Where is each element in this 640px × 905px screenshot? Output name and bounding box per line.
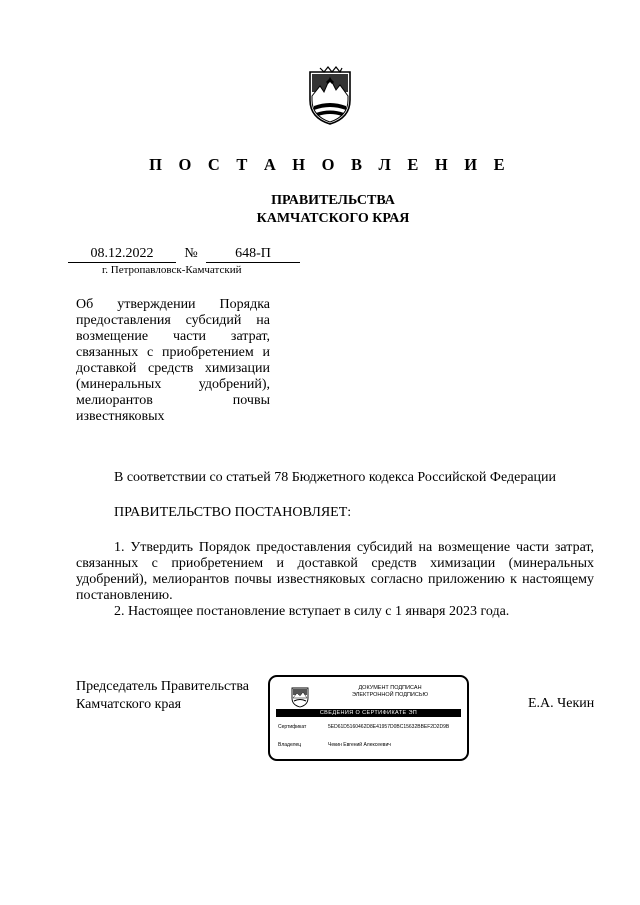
number-sign: № (184, 246, 198, 261)
decree-statement: ПРАВИТЕЛЬСТВО ПОСТАНОВЛЯЕТ: (114, 505, 352, 520)
signer-name: Е.А. Чекин (528, 696, 595, 711)
document-type-heading: П О С Т А Н О В Л Е Н И Е (149, 155, 511, 174)
stamp-coat-of-arms-icon (290, 686, 310, 708)
signer-position-line-2: Камчатского края (76, 697, 182, 712)
subject-line: мелиорантов почвы (76, 393, 270, 408)
stamp-certificate-bar: СВЕДЕНИЯ О СЕРТИФИКАТЕ ЭП (276, 709, 461, 717)
decree-item: 2. Настоящее постановление вступает в силу с 1 января 2023 года. (114, 604, 510, 619)
subject-line: связанных с приобретением и (76, 345, 270, 360)
document-number: 648-П (206, 246, 300, 263)
document-date: 08.12.2022 (68, 246, 176, 263)
certificate-value: 5ED61D5160462D8E41957D0BC15632BBEF2D2D9B (328, 724, 450, 730)
decree-items (76, 540, 594, 620)
stamp-title (325, 685, 455, 699)
owner-label: Владелец (278, 742, 302, 748)
legal-basis: В соответствии со статьей 78 Бюджетного кодекса Российской Федерации (114, 470, 557, 485)
registration-line (68, 246, 300, 263)
coat-of-arms-icon (306, 66, 354, 126)
signer-position (76, 678, 249, 714)
decree-item: 1. Утвердить Порядок предоставления субсидий на возмещение части затрат, связанных с приобретением и доставкой средств химизации (минеральных удобрений), мелиорантов почвы известняковых согласно приложению к настоящему постановлению. (76, 540, 594, 603)
subject-line: (минеральных удобрений), (76, 377, 270, 392)
subject-line: предоставления субсидий на (76, 313, 270, 328)
document-subject (76, 297, 270, 425)
city-label: г. Петропавловск-Камчатский (102, 264, 242, 276)
stamp-title-line-2: ЭЛЕКТРОННОЙ ПОДПИСЬЮ (351, 692, 429, 698)
stamp-certificate-row (278, 724, 449, 730)
signer-position-line-1: Председатель Правительства (76, 679, 249, 694)
issuer-line-2: КАМЧАТСКОГО КРАЯ (256, 211, 410, 226)
subject-line: известняковых (76, 409, 165, 424)
subject-line: доставкой средств химизации (76, 361, 270, 376)
stamp-owner-row (278, 742, 391, 748)
issuer-line-1: ПРАВИТЕЛЬСТВА (271, 193, 395, 208)
owner-value: Чекин Евгений Алексеевич (328, 742, 391, 748)
certificate-label: Сертификат (278, 724, 307, 730)
subject-line: Об утверждении Порядка (76, 297, 270, 312)
subject-line: возмещение части затрат, (76, 329, 270, 344)
stamp-title-line-1: ДОКУМЕНТ ПОДПИСАН (358, 685, 422, 691)
electronic-signature-stamp (268, 675, 469, 761)
issuer-heading (0, 192, 640, 228)
